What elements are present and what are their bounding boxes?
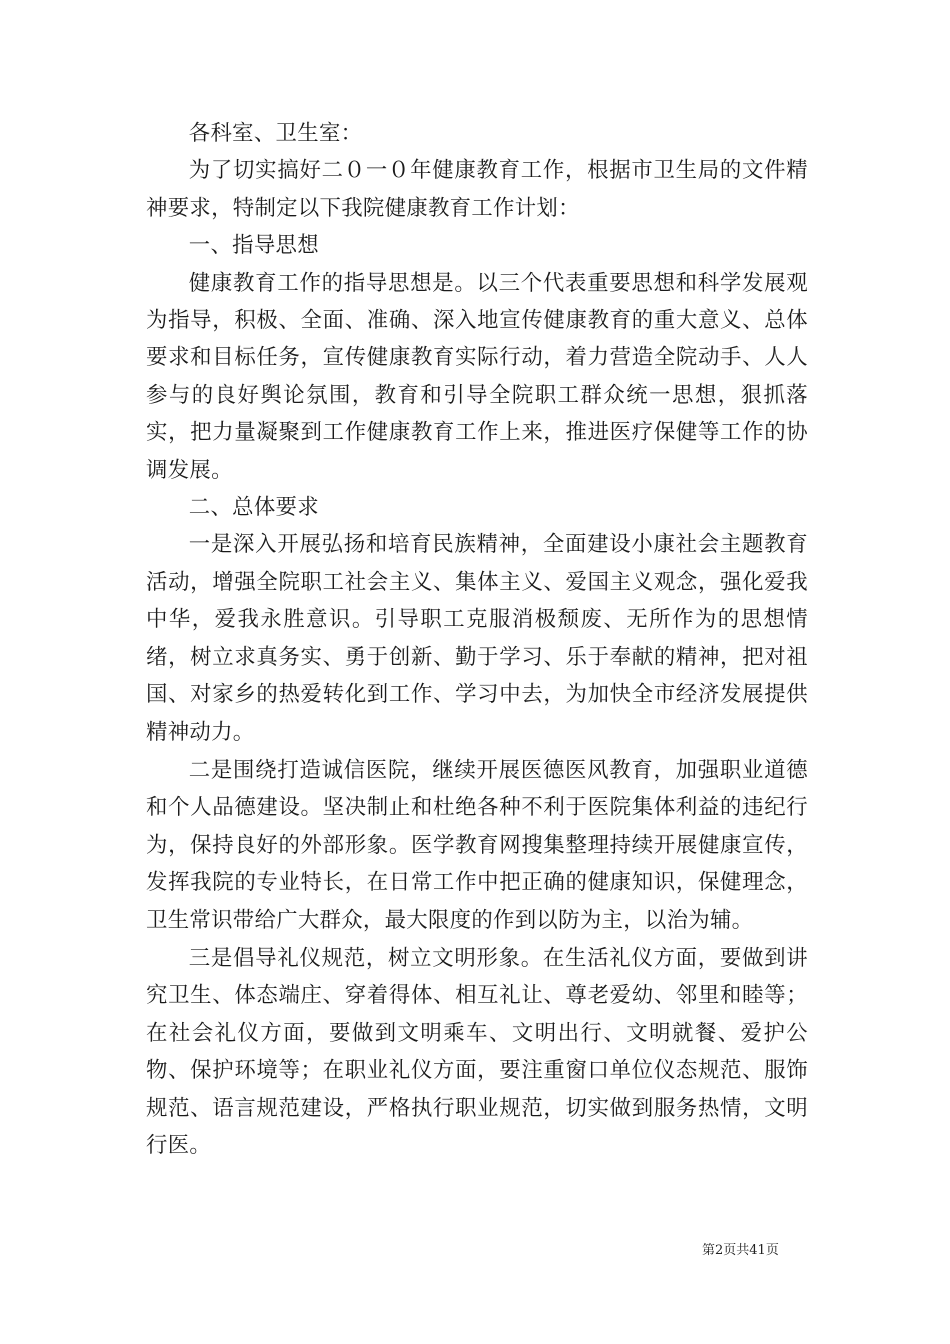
document-body bbox=[146, 115, 808, 1164]
page-number: 第2页共41页 bbox=[702, 1243, 779, 1258]
body-paragraph: 一是深入开展弘扬和培育民族精神，全面建设小康社会主题教育活动，增强全院职工社会主义、集体主义、爱国主义观念，强化爱我中华，爱我永胜意识。引导职工克服消极颓废、无所作为的思想情绪，树立求真务实、勇于创新、勤于学习、乐于奉献的精神，把对祖国、对家乡的热爱转化到工作、学习中去，为加快全市经济发展提供精神动力。 bbox=[146, 532, 808, 745]
body-paragraph: 健康教育工作的指导思想是。以三个代表重要思想和科学发展观为指导，积极、全面、准确、深入地宣传健康教育的重大意义、总体要求和目标任务，宣传健康教育实际行动，着力营造全院动手、人人参与的良好舆论氛围，教育和引导全院职工群众统一思想，狠抓落实，把力量凝聚到工作健康教育工作上来，推进医疗保健等工作的协调发展。 bbox=[146, 270, 808, 483]
intro-paragraph: 为了切实搞好二０一０年健康教育工作，根据市卫生局的文件精神要求，特制定以下我院健康教育工作计划： bbox=[146, 158, 808, 221]
section-heading-guiding-ideology: 一、指导思想 bbox=[188, 233, 319, 259]
salutation: 各科室、卫生室： bbox=[188, 121, 363, 146]
body-paragraph: 三是倡导礼仪规范，树立文明形象。在生活礼仪方面，要做到讲究卫生、体态端庄、穿着得体、相互礼让、尊老爱幼、邻里和睦等；在社会礼仪方面，要做到文明乘车、文明出行、文明就餐、爱护公物、保护环境等；在职业礼仪方面，要注重窗口单位仪态规范、服饰规范、语言规范建设，严格执行职业规范，切实做到服务热情，文明行医。 bbox=[146, 945, 808, 1158]
section-heading-general-requirements: 二、总体要求 bbox=[188, 495, 319, 521]
body-paragraph: 二是围绕打造诚信医院，继续开展医德医风教育，加强职业道德和个人品德建设。坚决制止和杜绝各种不利于医院集体利益的违纪行为，保持良好的外部形象。医学教育网搜集整理持续开展健康宣传，发挥我院的专业特长，在日常工作中把正确的健康知识，保健理念，卫生常识带给广大群众，最大限度的作到以防为主，以治为辅。 bbox=[146, 757, 808, 933]
